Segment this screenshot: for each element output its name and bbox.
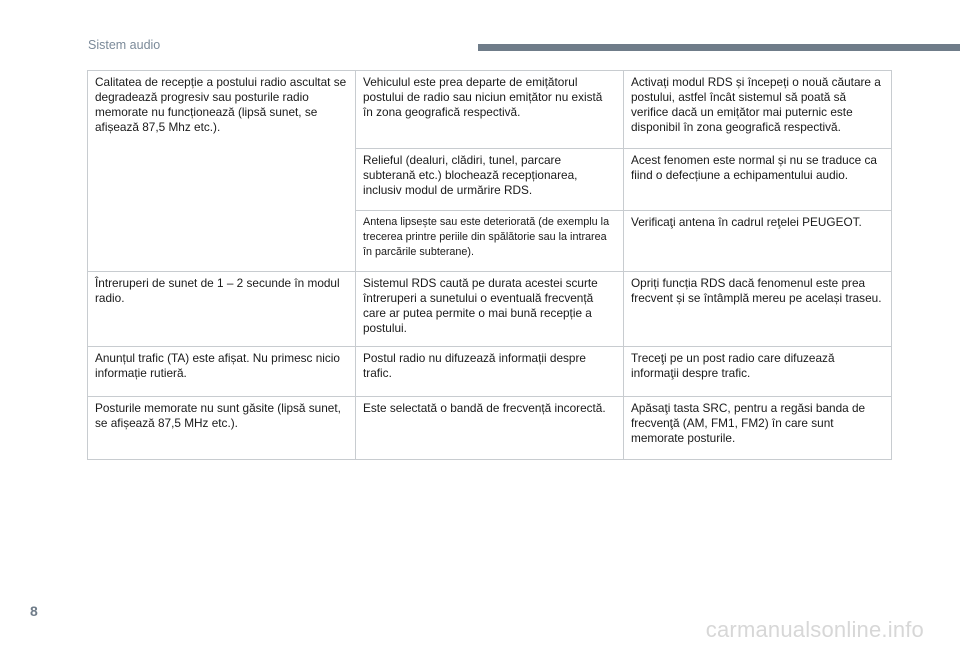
problem-cell: Calitatea de recepție a postului radio ascultat se degradează progresiv sau posturile radio memorate nu funcționează (lipsă sunet, se afișează 87,5 Mhz etc.). <box>88 71 356 272</box>
solution-cell: Acest fenomen este normal și nu se traduce ca fiind o defecțiune a echipamentului audio. <box>624 149 892 211</box>
table-row <box>88 347 892 397</box>
cause-cell: Postul radio nu difuzează informații despre trafic. <box>356 347 624 397</box>
solution-cell: Apăsaţi tasta SRC, pentru a regăsi banda de frecvenţă (AM, FM1, FM2) în care sunt memorate posturile. <box>624 397 892 460</box>
solution-cell: Opriți funcția RDS dacă fenomenul este prea frecvent și se întâmplă mereu pe același traseu. <box>624 272 892 347</box>
table-row <box>88 272 892 347</box>
cause-cell: Este selectată o bandă de frecvență incorectă. <box>356 397 624 460</box>
problem-cell: Anunțul trafic (TA) este afișat. Nu primesc nicio informație rutieră. <box>88 347 356 397</box>
solution-cell: Treceţi pe un post radio care difuzează informaţii despre trafic. <box>624 347 892 397</box>
page-number: 8 <box>30 603 38 619</box>
solution-cell: Activați modul RDS și începeți o nouă căutare a postului, astfel încât sistemul să poată să verifice dacă un emițător mai puternic este disponibil în zona geografică respectivă. <box>624 71 892 149</box>
section-title: Sistem audio <box>88 38 161 52</box>
troubleshooting-table <box>87 70 892 460</box>
problem-cell: Întreruperi de sunet de 1 – 2 secunde în modul radio. <box>88 272 356 347</box>
cause-cell: Antena lipsește sau este deteriorată (de exemplu la trecerea printre periile din spălătorie sau la intrarea în parcările subterane). <box>356 211 624 272</box>
header-rule <box>478 44 960 51</box>
cause-cell: Vehiculul este prea departe de emițătorul postului de radio sau niciun emițător nu există în zona geografică respectivă. <box>356 71 624 149</box>
cause-cell: Relieful (dealuri, clădiri, tunel, parcare subterană etc.) blochează recepționarea, inclusiv modul de urmărire RDS. <box>356 149 624 211</box>
cause-cell: Sistemul RDS caută pe durata acestei scurte întreruperi a sunetului o eventuală frecvență care ar putea permite o mai bună recepție a postului. <box>356 272 624 347</box>
solution-cell: Verificaţi antena în cadrul reţelei PEUGEOT. <box>624 211 892 272</box>
table-row <box>88 397 892 460</box>
table-row <box>88 71 892 149</box>
watermark: carmanualsonline.info <box>705 617 924 642</box>
problem-cell: Posturile memorate nu sunt găsite (lipsă sunet, se afișează 87,5 MHz etc.). <box>88 397 356 460</box>
